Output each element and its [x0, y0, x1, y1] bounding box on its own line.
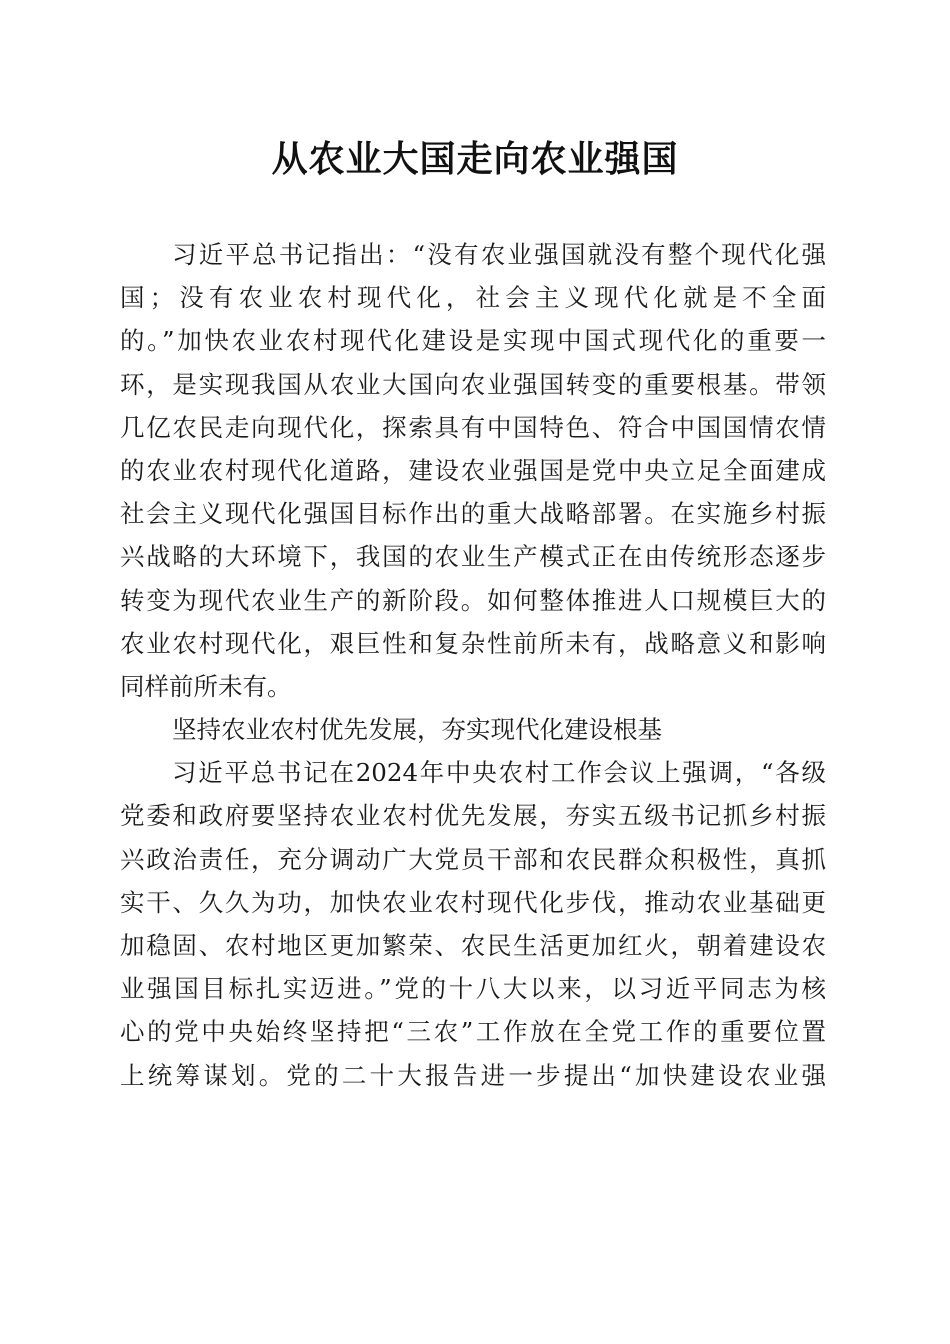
text-line: 习近平总书记指出：“没有农业强国就没有整个现代化强 — [172, 240, 826, 269]
text-line: 的农业农村现代化道路，建设农业强国是党中央立足全面建成 — [120, 455, 826, 485]
text-line: 兴政治责任，充分调动广大党员干部和农民群众积极性，真抓 — [120, 844, 826, 874]
text-line: 实干、久久为功，加快农业农村现代化步伐，推动农业基础更 — [120, 887, 826, 917]
text-line: 同样前所未有。 — [120, 671, 292, 701]
text-line: 上统筹谋划。党的二十大报告进一步提出“加快建设农业强 — [120, 1060, 826, 1090]
text-line: 国；没有农业农村现代化，社会主义现代化就是不全面 — [120, 283, 826, 313]
text-line: 农业农村现代化，艰巨性和复杂性前所未有，战略意义和影响 — [120, 628, 826, 658]
text-line: 几亿农民走向现代化，探索具有中国特色、符合中国国情农情 — [120, 412, 826, 442]
text-line: 加稳固、农村地区更加繁荣、农民生活更加红火，朝着建设农 — [120, 931, 826, 960]
text-line: 的。”加快农业农村现代化建设是实现中国式现代化的重要一 — [120, 326, 826, 356]
text-line: 习近平总书记在2024年中央农村工作会议上强调，“各级 — [172, 758, 826, 788]
document-body — [120, 233, 826, 1097]
text-line: 心的党中央始终坚持把“三农”工作放在全党工作的重要位置 — [120, 1017, 826, 1047]
text-line: 社会主义现代化强国目标作出的重大战略部署。在实施乡村振 — [120, 499, 826, 529]
text-line: 业强国目标扎实迈进。”党的十八大以来，以习近平同志为核 — [120, 974, 826, 1004]
section-heading: 坚持农业农村优先发展，夯实现代化建设根基 — [172, 715, 662, 745]
text-line: 党委和政府要坚持农业农村优先发展，夯实五级书记抓乡村振 — [120, 801, 826, 831]
text-line: 兴战略的大环境下，我国的农业生产模式正在由传统形态逐步 — [120, 542, 826, 572]
page-title: 从农业大国走向农业强国 — [271, 139, 679, 180]
text-line: 环，是实现我国从农业大国向农业强国转变的重要根基。带领 — [120, 369, 826, 399]
text-line: 转变为现代农业生产的新阶段。如何整体推进人口规模巨大的 — [120, 585, 826, 615]
